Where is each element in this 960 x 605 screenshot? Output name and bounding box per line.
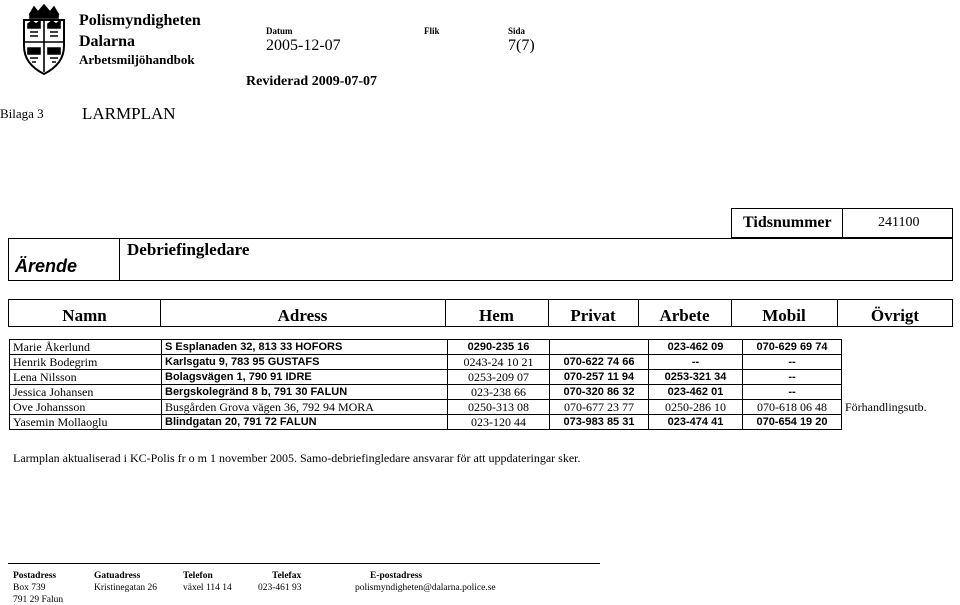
cell-mobil: 070-629 69 74	[743, 340, 842, 355]
footer-postadress-label: Postadress	[13, 571, 57, 581]
cell-ovrigt: Förhandlingsutb.	[845, 400, 927, 414]
cell-name: Lena Nilsson	[10, 370, 162, 385]
cell-name: Henrik Bodegrim	[10, 355, 162, 370]
cell-address: Bolagsvägen 1, 790 91 IDRE	[162, 370, 448, 385]
cell-name: Yasemin Mollaoglu	[10, 415, 162, 430]
cell-address: Busgården Grova vägen 36, 792 94 MORA	[162, 400, 448, 415]
col-header-arbete: Arbete	[659, 306, 710, 325]
cell-name: Jessica Johansen	[10, 385, 162, 400]
date-label: Datum	[266, 26, 293, 36]
cell-mobil: 070-618 06 48	[743, 400, 842, 415]
cell-mobil: --	[743, 370, 842, 385]
cell-hem: 0290-235 16	[448, 340, 550, 355]
sida-label: Sida	[508, 26, 526, 36]
cell-hem: 023-238 66	[448, 385, 550, 400]
police-crest-logo	[16, 4, 72, 80]
cell-privat	[550, 340, 649, 355]
contact-table	[9, 339, 952, 430]
org-name-line1: Polismyndigheten	[79, 12, 201, 29]
cell-privat: 070-677 23 77	[550, 400, 649, 415]
revised-date: Reviderad 2009-07-07	[246, 74, 378, 89]
footer-divider	[8, 563, 600, 564]
footer-gatuadress: Kristinegatan 26	[94, 583, 158, 593]
cell-ovrigt	[842, 340, 952, 355]
cell-hem: 0250-313 08	[448, 400, 550, 415]
footer-telefax: 023-461 93	[258, 583, 302, 593]
cell-privat: 070-257 11 94	[550, 370, 649, 385]
org-name-line2: Dalarna	[79, 33, 135, 50]
tidsnummer-box	[731, 208, 953, 238]
table-row	[10, 370, 952, 385]
table-row	[10, 415, 952, 430]
cell-address: S Esplanaden 32, 813 33 HOFORS	[162, 340, 448, 355]
col-header-privat: Privat	[570, 306, 616, 325]
col-header-hem: Hem	[479, 306, 514, 325]
cell-name: Ove Johansson	[10, 400, 162, 415]
cell-mobil: --	[743, 355, 842, 370]
cell-privat: 073-983 85 31	[550, 415, 649, 430]
table-row	[10, 340, 952, 355]
cell-ovrigt	[842, 370, 952, 385]
cell-arbete: --	[649, 355, 743, 370]
footer-gatuadress-label: Gatuadress	[94, 571, 141, 581]
cell-hem: 023-120 44	[448, 415, 550, 430]
table-row	[10, 385, 952, 400]
flik-label: Flik	[424, 26, 440, 36]
cell-privat: 070-320 86 32	[550, 385, 649, 400]
arende-box	[8, 238, 953, 281]
update-note: Larmplan aktualiserad i KC-Polis fr o m 1 november 2005. Samo-debriefingledare ansvarar för att uppdateringar sker.	[13, 451, 581, 465]
footer-telefon: växel 114 14	[183, 583, 232, 593]
date-value: 2005-12-07	[266, 37, 341, 54]
cell-arbete: 023-462 09	[649, 340, 743, 355]
cell-address: Karlsgatu 9, 783 95 GUSTAFS	[162, 355, 448, 370]
arende-label: Ärende	[15, 256, 78, 276]
col-header-namn: Namn	[62, 306, 107, 325]
footer-epost: polismyndigheten@dalarna.police.se	[355, 583, 496, 593]
footer-telefax-label: Telefax	[272, 571, 302, 581]
handbook-title: Arbetsmiljöhandbok	[79, 52, 195, 67]
col-header-adress: Adress	[277, 306, 328, 325]
cell-arbete: 023-474 41	[649, 415, 743, 430]
footer-postadress-line1: Box 739	[13, 583, 46, 593]
cell-arbete: 023-462 01	[649, 385, 743, 400]
cell-arbete: 0253-321 34	[649, 370, 743, 385]
cell-mobil: 070-654 19 20	[743, 415, 842, 430]
cell-address: Bergskolegränd 8 b, 791 30 FALUN	[162, 385, 448, 400]
tidsnummer-value: 241100	[878, 215, 920, 230]
cell-address: Blindgatan 20, 791 72 FALUN	[162, 415, 448, 430]
col-header-mobil: Mobil	[762, 306, 806, 325]
cell-ovrigt	[842, 415, 952, 430]
arende-value: Debriefingledare	[127, 240, 250, 259]
cell-mobil: --	[743, 385, 842, 400]
cell-hem: 0243-24 10 21	[448, 355, 550, 370]
cell-ovrigt	[842, 355, 952, 370]
bilaga-label: Bilaga 3	[0, 106, 44, 121]
footer-epost-label: E-postadress	[370, 571, 423, 581]
cell-ovrigt	[842, 385, 952, 400]
cell-arbete: 0250-286 10	[649, 400, 743, 415]
footer-telefon-label: Telefon	[183, 571, 213, 581]
tidsnummer-label: Tidsnummer	[743, 214, 832, 231]
cell-name: Marie Åkerlund	[10, 340, 162, 355]
footer-postadress-line2: 791 29 Falun	[13, 595, 64, 605]
cell-hem: 0253-209 07	[448, 370, 550, 385]
sida-value: 7(7)	[508, 37, 535, 54]
table-row	[10, 400, 952, 415]
table-row	[10, 355, 952, 370]
document-title: LARMPLAN	[82, 104, 176, 123]
col-header-ovrigt: Övrigt	[870, 306, 920, 325]
cell-privat: 070-622 74 66	[550, 355, 649, 370]
